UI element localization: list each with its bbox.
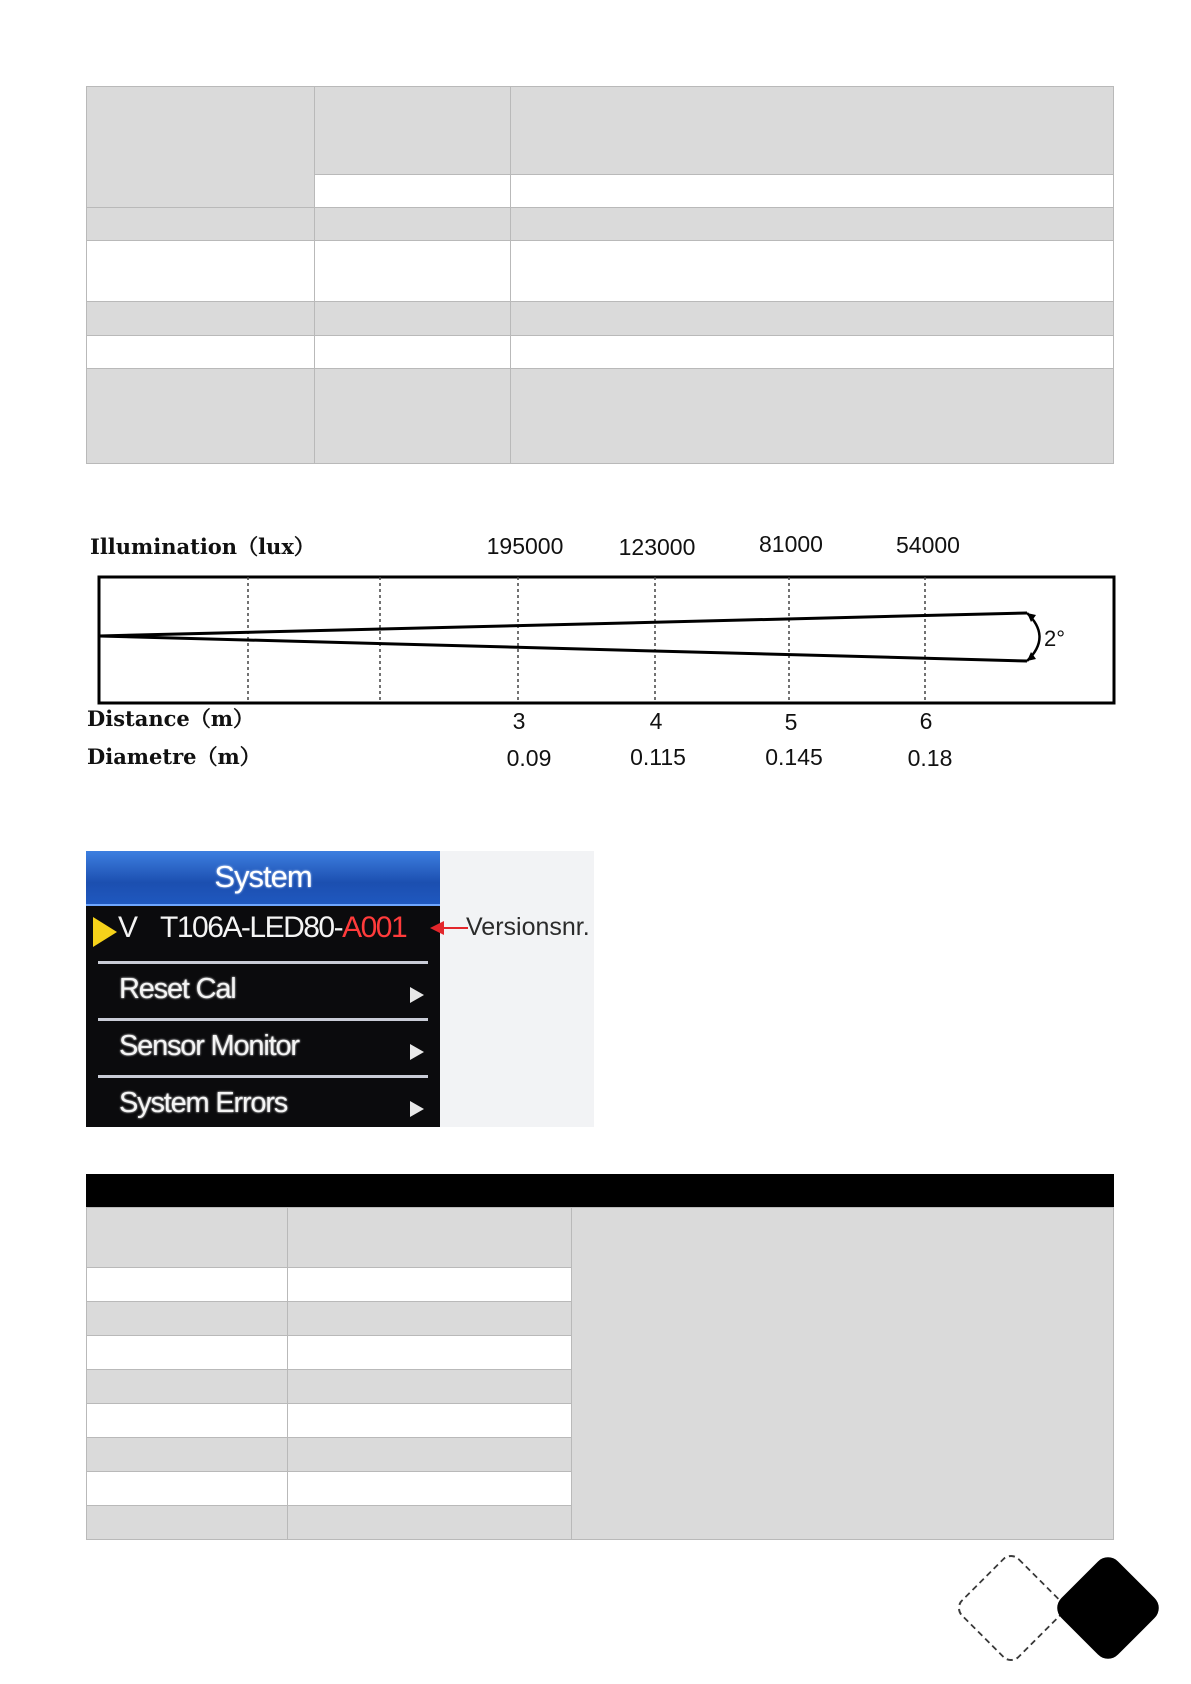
table-cell	[287, 1403, 572, 1438]
table-cell	[86, 86, 315, 208]
table-cell	[510, 207, 1114, 241]
chevron-right-icon	[410, 1101, 424, 1117]
table-cell	[510, 240, 1114, 302]
table-cell	[510, 368, 1114, 464]
menu-item-reset-cal[interactable]	[86, 965, 440, 1021]
table-cell	[86, 335, 315, 369]
table-cell	[314, 301, 511, 336]
beam-diagram-svg	[0, 520, 1191, 790]
table-cell	[287, 1369, 572, 1404]
table-cell	[86, 1301, 288, 1336]
table-cell	[86, 1471, 288, 1506]
distance-value: 5	[784, 709, 798, 735]
diameter-label: Diametre（m）	[87, 744, 261, 769]
display-header	[86, 851, 440, 906]
table-header-cell	[86, 1174, 288, 1208]
menu-item-label: Sensor Monitor	[119, 1030, 299, 1062]
table-cell	[287, 1505, 572, 1540]
page-corner-outline-diamond	[953, 1550, 1069, 1666]
version-callout-label: Versionsnr.	[466, 913, 590, 941]
table-cell	[287, 1207, 572, 1268]
diameter-value: 0.145	[765, 744, 823, 770]
menu-divider	[98, 1018, 428, 1021]
distance-value: 3	[512, 708, 526, 734]
table-cell	[287, 1335, 572, 1370]
table-cell	[86, 1437, 288, 1472]
table-cell	[287, 1267, 572, 1302]
table-cell	[86, 240, 315, 302]
illumination-label: Illumination（lux）	[90, 534, 315, 559]
table-cell	[510, 86, 1114, 175]
device-display-photo	[86, 851, 594, 1127]
menu-divider	[98, 1075, 428, 1078]
table-cell	[287, 1301, 572, 1336]
table-cell	[86, 301, 315, 336]
table-cell	[510, 335, 1114, 369]
menu-divider	[98, 961, 428, 964]
illumination-value: 195000	[486, 533, 564, 559]
selection-pointer-icon	[93, 917, 117, 947]
version-number	[160, 911, 406, 945]
table-cell	[287, 1471, 572, 1506]
beam-angle-label: 2°	[1044, 626, 1066, 651]
distance-value: 4	[649, 708, 663, 734]
table-header-cell	[287, 1174, 1114, 1208]
table-cell	[86, 1505, 288, 1540]
version-main: T106A-LED80-	[160, 911, 343, 944]
distance-value: 6	[919, 708, 933, 734]
table-cell	[510, 301, 1114, 336]
menu-item-sensor-monitor[interactable]	[86, 1022, 440, 1078]
menu-item-system-errors[interactable]	[86, 1079, 440, 1127]
illumination-value: 123000	[618, 534, 696, 560]
menu-item-label: System Errors	[119, 1087, 288, 1119]
distance-label: Distance（m）	[87, 706, 254, 731]
version-suffix: A001	[342, 911, 407, 944]
diameter-value: 0.09	[506, 745, 552, 771]
illumination-value: 81000	[759, 531, 823, 557]
display-title: System	[214, 859, 312, 894]
table-cell	[314, 86, 511, 175]
table-cell	[86, 1403, 288, 1438]
table-cell	[86, 368, 315, 464]
table-cell	[86, 207, 315, 241]
beam-diagram	[0, 520, 1191, 790]
table-cell	[314, 368, 511, 464]
settings-table	[86, 1174, 1114, 1540]
version-prefix: V	[118, 911, 139, 944]
table-cell	[86, 1335, 288, 1370]
diameter-value: 0.115	[630, 744, 686, 770]
table-cell	[86, 1369, 288, 1404]
chevron-right-icon	[410, 1044, 424, 1060]
page-corner-solid-diamond	[1051, 1551, 1164, 1664]
table-cell	[86, 1207, 288, 1268]
table-cell	[314, 207, 511, 241]
diameter-value: 0.18	[907, 745, 953, 771]
chevron-right-icon	[410, 987, 424, 1003]
table-cell	[314, 335, 511, 369]
table-cell	[510, 174, 1114, 208]
table-cell	[314, 174, 511, 208]
spec-table	[86, 86, 1114, 464]
device-display-screen	[86, 851, 440, 1127]
menu-item-label: Reset Cal	[119, 973, 236, 1005]
table-cell	[314, 240, 511, 302]
table-cell	[86, 1267, 288, 1302]
callout-line	[442, 927, 468, 929]
table-cell	[287, 1437, 572, 1472]
table-cell	[571, 1207, 1114, 1540]
illumination-value: 54000	[896, 532, 960, 558]
